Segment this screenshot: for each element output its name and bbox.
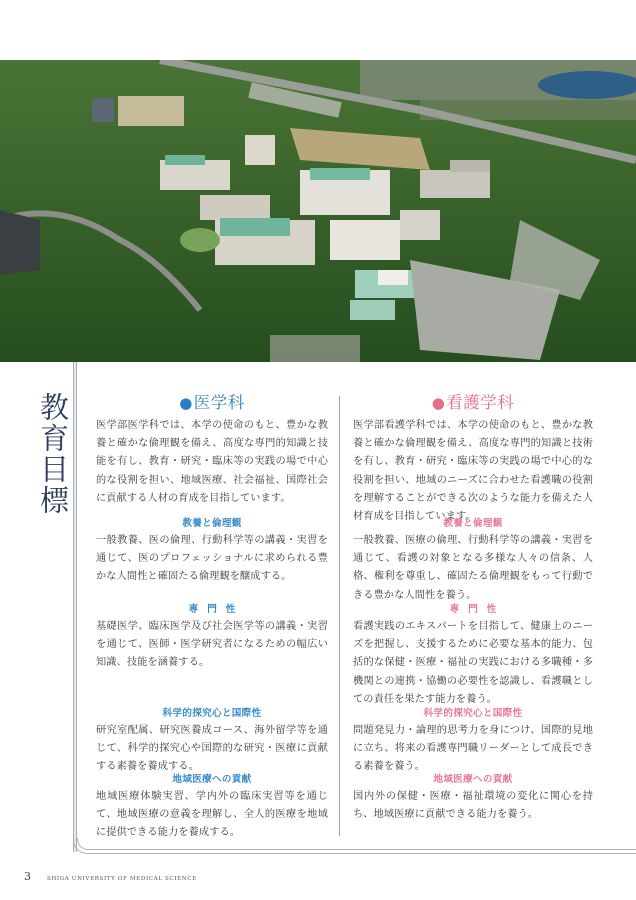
medicine-heading <box>96 392 328 414</box>
section-heading: 地域医療への貢献 <box>172 774 252 785</box>
section-body: 研究室配属、研究医養成コース、海外留学等を通じて、科学的探究心や国際的な研究・医療に貢献する素養を養成する。 <box>96 725 328 773</box>
nursing-section-ethics <box>353 516 593 605</box>
section-body: 地域医療体験実習、学内外の臨床実習等を通じて、地域医療の意義を理解し、全人的医療を地域に提供できる能力を養成する。 <box>96 791 328 839</box>
medicine-section-community <box>96 772 328 843</box>
section-title-education-goals: 教育目標 <box>36 392 70 516</box>
page-number: 3 <box>24 870 31 883</box>
frame-left-rule <box>73 362 77 852</box>
section-body: 一般教養、医の倫理、行動科学等の講義・実習を通じて、医のプロフェッショナルに求められる豊かな人間性と確固たる倫理観を醸成する。 <box>96 535 328 583</box>
section-body: 基礎医学、臨床医学及び社会医学等の講義・実習を通じて、医師・医学研究者になるための幅広い知識、技能を涵養する。 <box>96 621 328 669</box>
section-heading: 教養と倫理観 <box>443 518 503 529</box>
section-heading: 科学的探究心と国際性 <box>423 708 523 719</box>
medicine-section-research <box>96 706 328 777</box>
medicine-heading-label: 医学科 <box>193 393 245 412</box>
section-heading: 科学的探究心と国際性 <box>162 708 262 719</box>
page-footer <box>24 870 197 883</box>
section-heading: 専門性 <box>449 604 506 615</box>
nursing-section-expertise <box>353 602 593 709</box>
nursing-heading-label: 看護学科 <box>446 393 515 412</box>
section-heading: 地域医療への貢献 <box>433 774 513 785</box>
campus-photo-icon <box>0 60 636 362</box>
nursing-section-research <box>353 706 593 777</box>
section-body: 看護実践のエキスパートを目指して、健康上のニーズを把握し、支援するために必要な基本的能力、包括的な保健・医療・福祉の実践における多職種・多機関との連携・協働の必要性を認識し、看護職としての責任を果たす能力を養う。 <box>353 621 593 705</box>
circle-bullet-icon: ● <box>431 394 446 412</box>
nursing-heading <box>353 392 593 414</box>
medicine-section-expertise <box>96 602 328 673</box>
aerial-campus-photo <box>0 60 636 362</box>
column-divider <box>339 396 340 836</box>
nursing-column <box>353 392 593 821</box>
circle-bullet-icon: ● <box>179 394 193 412</box>
nursing-intro: 医学部看護学科では、本学の使命のもと、豊かな教養と確かな倫理観を備え、高度な専門的知識と技術を有し、教育・研究・臨床等の実践の場で中心的な役割を担い、地域のニーズに合わせた看護職の役割を理解することができる次のような能力を備えた人材育成を目指しています。 <box>353 420 593 523</box>
section-body: 問題発見力・論理的思考力を身につけ、国際的見地に立ち、将来の看護専門職リーダーとして成長できる素養を養う。 <box>353 725 593 773</box>
medicine-intro: 医学部医学科では、本学の使命のもと、豊かな教養と確かな倫理観を備え、高度な専門的知識と技能を有し、教育・研究・臨床等の実践の場で中心的な役割を担い、地域医療、社会福祉、国際社会に貢献する人材の育成を目指しています。 <box>96 420 328 504</box>
section-body: 国内外の保健・医療・福祉環境の変化に関心を持ち、地域医療に貢献できる能力を養う。 <box>353 791 593 821</box>
medicine-section-ethics <box>96 516 328 587</box>
section-heading: 専門性 <box>188 604 245 615</box>
university-name: SHIGA UNIVERSITY OF MEDICAL SCIENCE <box>47 876 197 882</box>
nursing-section-community <box>353 772 593 824</box>
section-body: 一般教養、医療の倫理、行動科学等の講義・実習を通じて、看護の対象となる多様な人々の信条、人格、権利を尊重し、確固たる倫理観をもって行動できる豊かな人間性を養う。 <box>353 535 593 601</box>
medicine-column <box>96 392 328 839</box>
section-heading: 教養と倫理観 <box>182 518 242 529</box>
